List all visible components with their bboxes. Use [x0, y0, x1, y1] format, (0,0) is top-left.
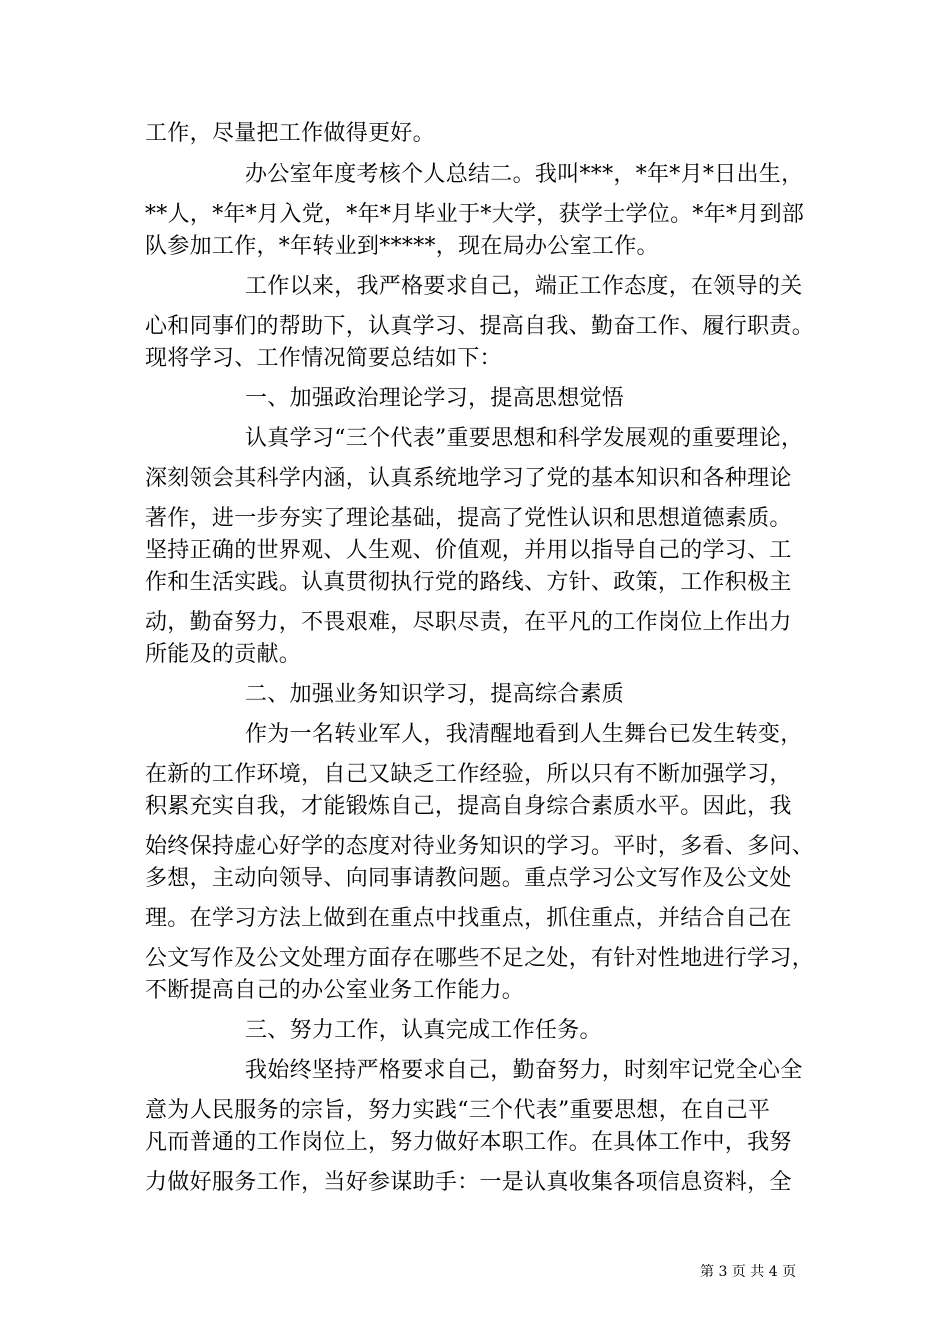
section-heading: 三、努力工作，认真完成工作任务。	[245, 1018, 602, 1043]
text-line: 坚持正确的世界观、人生观、价值观，并用以指导自己的学习、工	[145, 538, 792, 563]
text-line: 多想，主动向领导、向同事请教问题。重点学习公文写作及公文处	[145, 866, 792, 891]
text-line: 意为人民服务的宗旨，努力实践“三个代表”重要思想，在自己平	[145, 1098, 771, 1123]
text-line: 始终保持虚心好学的态度对待业务知识的学习。平时，多看、多问、	[145, 834, 815, 859]
text-line: 认真学习“三个代表”重要思想和科学发展观的重要理论，	[245, 426, 804, 451]
text-line: 凡而普通的工作岗位上，努力做好本职工作。在具体工作中，我努	[145, 1130, 792, 1155]
text-line: 工作以来，我严格要求自己，端正工作态度，在领导的关	[245, 274, 803, 299]
text-line: 现将学习、工作情况简要总结如下：	[145, 346, 502, 371]
text-line: 深刻领会其科学内涵，认真系统地学习了党的基本知识和各种理论	[145, 466, 792, 491]
text-line: 队参加工作，*年转业到*****，现在局办公室工作。	[145, 234, 659, 259]
section-heading: 一、加强政治理论学习，提高思想觉悟	[245, 386, 625, 411]
page-number-footer: 第 3 页 共 4 页	[700, 1264, 797, 1280]
text-line: 心和同事们的帮助下，认真学习、提高自我、勤奋工作、履行职责。	[145, 314, 815, 339]
text-line: 工作，尽量把工作做得更好。	[145, 121, 435, 146]
text-line: 公文写作及公文处理方面存在哪些不足之处，有针对性地进行学习，	[145, 946, 815, 971]
text-line: 不断提高自己的办公室业务工作能力。	[145, 978, 525, 1003]
text-line: 理。在学习方法上做到在重点中找重点，抓住重点，并结合自己在	[145, 906, 792, 931]
text-line: **人，*年*月入党，*年*月毕业于*大学，获学士学位。*年*月到部	[145, 202, 805, 227]
text-line: 办公室年度考核个人总结二。我叫***，*年*月*日出生，	[245, 162, 804, 187]
text-line: 在新的工作环境，自己又缺乏工作经验，所以只有不断加强学习，	[145, 762, 792, 787]
text-line: 作为一名转业军人，我清醒地看到人生舞台已发生转变，	[245, 722, 803, 747]
text-line: 作和生活实践。认真贯彻执行党的路线、方针、政策，工作积极主	[145, 570, 792, 595]
section-heading: 二、加强业务知识学习，提高综合素质	[245, 682, 625, 707]
text-line: 动，勤奋努力，不畏艰难，尽职尽责，在平凡的工作岗位上作出力	[145, 610, 792, 635]
text-line: 积累充实自我，才能锻炼自己，提高自身综合素质水平。因此，我	[145, 794, 792, 819]
text-line: 我始终坚持严格要求自己，勤奋努力，时刻牢记党全心全	[245, 1058, 803, 1083]
text-line: 力做好服务工作，当好参谋助手：一是认真收集各项信息资料，全	[145, 1170, 792, 1195]
text-line: 所能及的贡献。	[145, 642, 302, 667]
text-line: 著作，进一步夯实了理论基础，提高了党性认识和思想道德素质。	[145, 506, 792, 531]
